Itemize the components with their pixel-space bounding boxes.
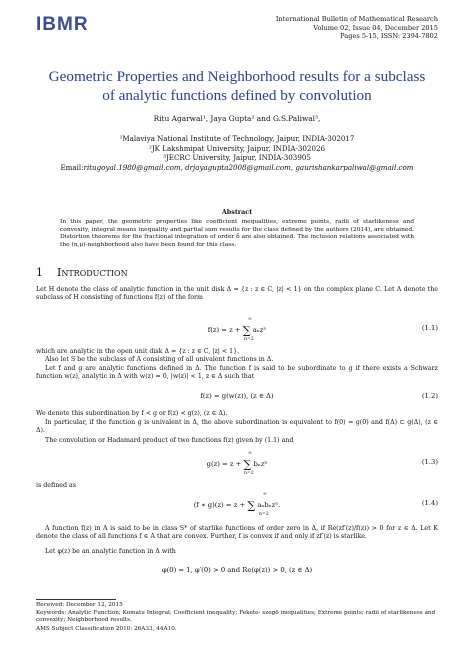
eq1-lower-limit: n=2	[244, 337, 254, 342]
paragraph-8: is defined as	[36, 482, 77, 489]
affiliation-1: ¹Malaviya National Institute of Technology, Jaipur, INDIA-302017	[119, 134, 355, 143]
footer-received: Received: December 12, 2015	[36, 602, 123, 608]
sum-sign: ∑	[242, 324, 251, 337]
journal-issue: Volume 02, Issue 04, December 2015	[313, 23, 438, 32]
email-addresses[interactable]: ritugoyal.1980@gmail.com, drjayagupta2008@gmail.com, gaurishankarpaliwal@gmail.com	[83, 162, 414, 172]
paragraph-7: The convolution or Hadamard product of two functions f(z) given by (1.1) and	[45, 437, 294, 444]
paragraph-10: Let φ(z) be an analytic function in Δ with	[45, 548, 176, 555]
eq4-term: aₙbₙzⁿ.	[257, 501, 281, 509]
eq3-number: (1.3)	[421, 458, 438, 466]
equation-1-2	[36, 392, 438, 402]
paragraph-1: Let H denote the class of analytic function in the unit disk Δ = {z : z ∈ C, |z| < 1} on the complex plane C. Let A denote the subclass of H consisting of functions f(z) of the form	[36, 286, 438, 302]
title-line-2: of analytic functions defined by convolution	[102, 86, 372, 104]
eq3-lower-limit: n=2	[244, 471, 254, 476]
title-line-1: Geometric Properties and Neighborhood results for a subclass	[48, 68, 426, 85]
equation-1-3	[36, 452, 438, 478]
footer-ams: AMS Subject Classification 2010: 26A33, 44A10.	[36, 626, 177, 632]
eq3-term: bₙzⁿ	[253, 460, 268, 468]
eq1-lhs: f(z) = z +	[207, 326, 241, 334]
abstract-text: In this paper, the geometric properties like coefficient inequalities, extreme points, radii of starlikeness and convexity, integral means inequality and partial sum results for the class defined by the authors (2014), are obtained. Distortion theorems for the fractional integration of order δ are also obtained. The inclusion relations associated with the (n,μ)-neighborhood also have been found for this class.	[60, 219, 414, 249]
eq4-lhs: (f ∗ g)(z) = z +	[193, 501, 246, 509]
email-line	[36, 163, 438, 173]
email-label: Email:	[60, 162, 84, 172]
journal-pages: Pages 5-15, ISSN: 2394-7802	[340, 32, 438, 41]
eq2-text: f(z) = g(w(z)), (z ∈ Δ)	[200, 392, 274, 400]
journal-header	[276, 15, 438, 41]
journal-name: International Bulletin of Mathematical Research	[275, 15, 438, 23]
section-number: 1	[36, 266, 43, 279]
section-title: Introduction	[57, 266, 128, 279]
eq4-lower-limit: n=2	[259, 512, 269, 517]
affiliation-2: ²JK Lakshmipat University, Jaipur, INDIA-302026	[149, 143, 325, 153]
affiliations	[36, 134, 438, 172]
paper-title	[20, 68, 454, 105]
footer-keywords: Keywords: Analytic Function; Komatu Integral; Coefficient inequality; Fekete- szegö inequalities; Extreme points; radii of starlikeness and convexity; Neighborhood results.	[36, 610, 436, 624]
eq2-number: (1.2)	[421, 392, 438, 400]
paragraph-3: Also let S be the subclass of A consisting of all univalent functions in Δ.	[45, 356, 274, 363]
equation-1-4	[36, 493, 438, 519]
paragraph-4: Let f and g are analytic functions defined in Δ. The function f is said to be subordinate to g if there exists a Schwarz function w(z), analytic in Δ with w(z) = 0, |w(z)| < 1, z ∈ Δ such that	[36, 365, 438, 381]
eq5-text: φ(0) = 1, φ′(0) > 0 and Re(φ(z)) > 0, (z ∈ Δ)	[161, 566, 313, 574]
eq3-upper-limit: ∞	[248, 451, 252, 456]
affiliation-3: ³JECRC University, Jaipur, INDIA-303905	[163, 153, 311, 163]
eq1-term: aₙzⁿ	[252, 326, 267, 334]
eq4-upper-limit: ∞	[263, 492, 267, 497]
paragraph-2: which are analytic in the open unit disk Δ = {z : z ∈ C, |z| < 1}.	[36, 348, 240, 355]
authors: Ritu Agarwal¹, Jaya Gupta² and G.S.Paliwal³,	[153, 114, 321, 123]
eq4-number: (1.4)	[421, 499, 438, 507]
paragraph-5: We denote this subordination by f ≺ g or f(z) ≺ g(z), (z ∈ Δ).	[36, 410, 228, 417]
paragraph-9: A function f(z) in A is said to be in class S* of starlike functions of order zero in Δ, if Re(zf′(z)/f(z)) > 0 for z ∈ Δ. Let K denote the class of all functions f ∈ A that are convex. Further, f is convex if and only if zf′(z) is starlike.	[36, 525, 438, 541]
section-heading	[36, 266, 128, 279]
sum-sign: ∑	[243, 458, 252, 471]
eq3-lhs: g(z) = z +	[206, 460, 242, 468]
equation-phi	[36, 566, 438, 576]
abstract-heading: Abstract	[221, 208, 253, 216]
paragraph-6: In particular, if the function g is univalent in Δ, the above subordination is equivalent to f(0) = g(0) and f(Δ) ⊂ g(Δ), (z ∈ Δ).	[36, 419, 438, 435]
journal-logo: IBMR	[36, 14, 89, 35]
equation-1-1	[36, 318, 438, 344]
footnote-rule	[36, 599, 116, 600]
eq1-upper-limit: ∞	[248, 317, 252, 322]
sum-sign: ∑	[247, 499, 256, 512]
eq1-number: (1.1)	[421, 324, 438, 332]
